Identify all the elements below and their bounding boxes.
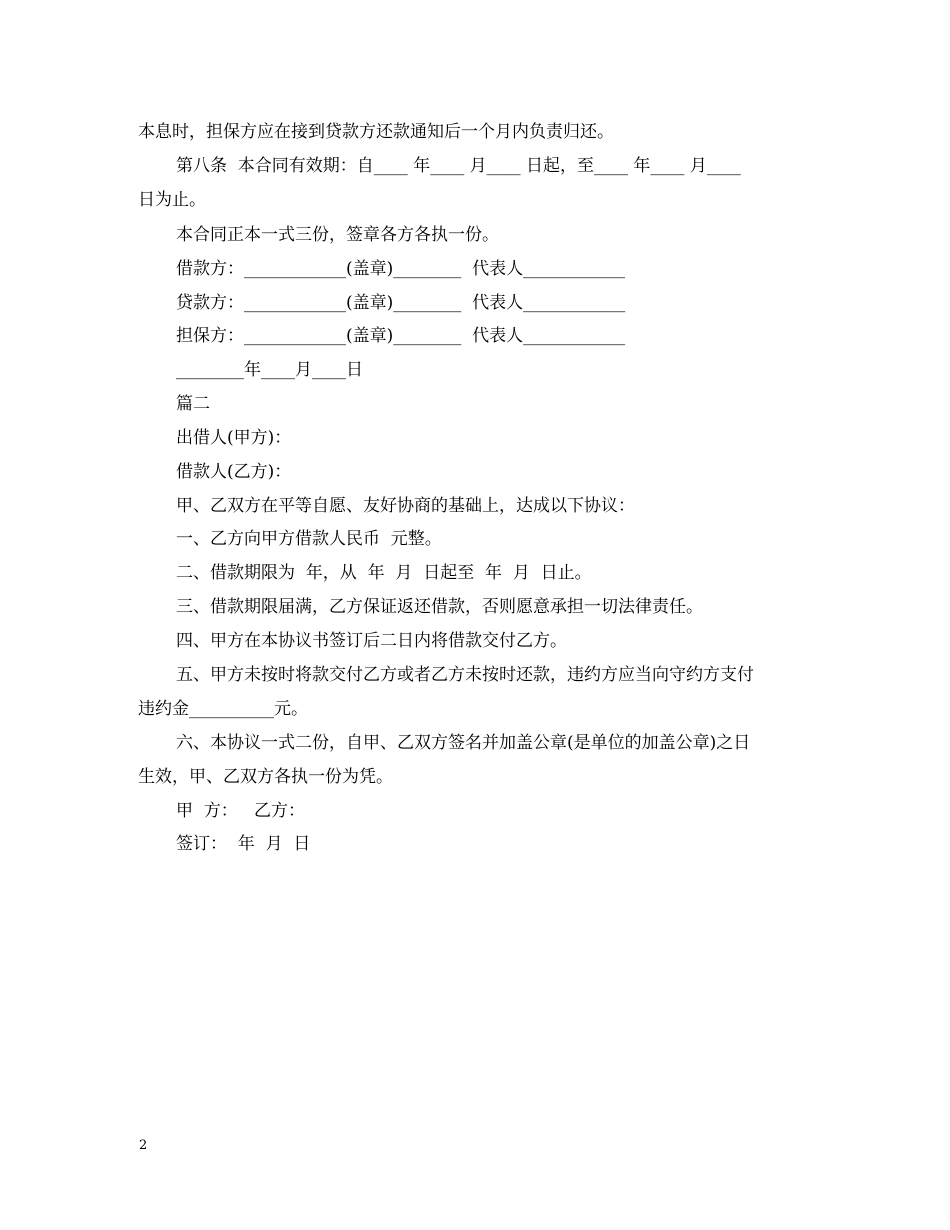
- signature-line-guarantor: 担保方：____________(盖章)________ 代表人____________: [176, 326, 626, 346]
- text-line: 出借人(甲方)：: [176, 428, 292, 448]
- page-number: 2: [139, 1138, 148, 1153]
- text-line: 甲、乙双方在平等自愿、友好协商的基础上，达成以下协议：: [176, 496, 635, 516]
- party-signature-line: 甲 方： 乙方：: [176, 801, 306, 821]
- text-line: 二、借款期限为 年，从 年 月 日起至 年 月 日止。: [176, 563, 592, 583]
- text-line: 第八条 本合同有效期：自____ 年____ 月____ 日起，至____ 年____ 月____: [176, 156, 741, 176]
- text-line: 违约金__________元。: [138, 699, 308, 719]
- text-line: 本合同正本一式三份，签章各方各执一份。: [176, 225, 499, 245]
- text-line: 借款人(乙方)：: [176, 462, 292, 482]
- section-heading: 篇二: [176, 394, 210, 414]
- signature-line-borrower: 借款方：____________(盖章)________ 代表人____________: [176, 259, 626, 279]
- signature-line-lender: 贷款方：____________(盖章)________ 代表人____________: [176, 293, 626, 313]
- text-line: 本息时，担保方应在接到贷款方还款通知后一个月内负责归还。: [138, 122, 614, 142]
- text-line: 四、甲方在本协议书签订后二日内将借款交付乙方。: [176, 631, 567, 651]
- date-line: ________年____月____日: [176, 360, 363, 380]
- text-line: 生效，甲、乙双方各执一份为凭。: [138, 767, 393, 787]
- text-line: 六、本协议一式二份，自甲、乙双方签名并加盖公章(是单位的加盖公章)之日: [176, 733, 751, 753]
- text-line: 五、甲方未按时将款交付乙方或者乙方未按时还款，违约方应当向守约方支付: [176, 665, 754, 685]
- signing-date-line: 签订： 年 月 日: [176, 834, 311, 854]
- text-line: 三、借款期限届满，乙方保证返还借款，否则愿意承担一切法律责任。: [176, 597, 703, 617]
- text-line: 一、乙方向甲方借款人民币 元整。: [176, 529, 442, 549]
- text-line: 日为止。: [138, 190, 206, 210]
